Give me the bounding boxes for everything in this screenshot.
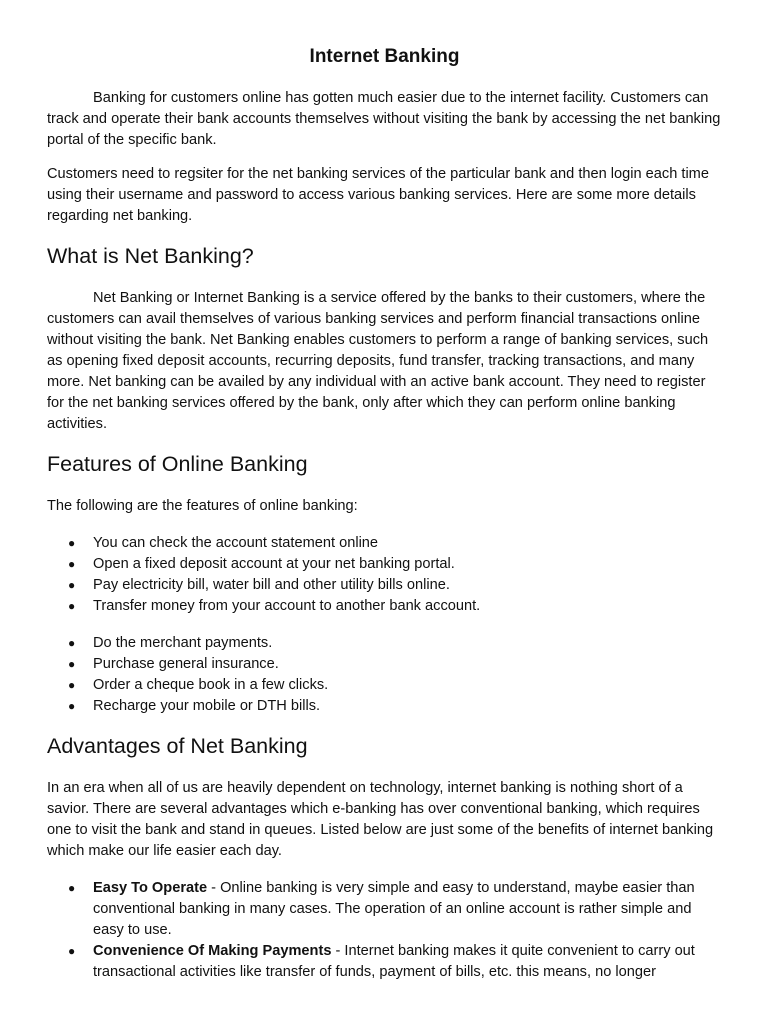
list-item-text: Open a fixed deposit account at your net banking portal.	[93, 556, 455, 572]
features-intro: The following are the features of online banking:	[47, 498, 358, 514]
features-list-a	[47, 533, 722, 617]
bullet-icon: ●	[68, 944, 76, 958]
bullet-icon: ●	[68, 536, 76, 550]
bullet-icon: ●	[68, 557, 76, 571]
list-item-text: Pay electricity bill, water bill and other utility bills online.	[93, 577, 450, 593]
advantages-list	[47, 878, 722, 983]
list-item-text: Order a cheque book in a few clicks.	[93, 677, 329, 693]
list-item	[47, 554, 722, 575]
list-item-text: Recharge your mobile or DTH bills.	[93, 698, 321, 714]
list-item-text: Do the merchant payments.	[93, 635, 273, 651]
list-item	[47, 878, 722, 941]
section-heading-features: Features of Online Banking	[47, 452, 308, 476]
advantage-title: Convenience Of Making Payments	[93, 943, 332, 959]
advantage-text: - Internet banking makes it quite convenient to carry out transactional activities like transfer of funds, payment of bills, etc. this means, no longer	[93, 943, 695, 980]
bullet-icon: ●	[68, 699, 76, 713]
intro-paragraph-1: Banking for customers online has gotten much easier due to the internet facility. Customers can track and operate their bank accounts themselves without visiting the bank by accessing the net banking portal of the specific bank.	[47, 90, 721, 148]
bullet-icon: ●	[68, 599, 76, 613]
list-item-text: Purchase general insurance.	[93, 656, 279, 672]
bullet-icon: ●	[68, 636, 76, 650]
document-title: Internet Banking	[309, 46, 460, 67]
list-item-text: You can check the account statement online	[93, 535, 379, 551]
list-item	[47, 941, 722, 983]
advantages-intro: In an era when all of us are heavily dependent on technology, internet banking is nothing short of a savior. There are several advantages which e-banking has over conventional banking, which requires one to visit the bank and stand in queues. Listed below are just some of the benefits of internet banking which make our life easier each day.	[47, 780, 714, 859]
intro-paragraph-2: Customers need to regsiter for the net banking services of the particular bank and then login each time using their username and password to access various banking services. Here are some more details regarding net banking.	[47, 166, 709, 224]
what-is-paragraph: Net Banking or Internet Banking is a service offered by the banks to their customers, where the customers can avail themselves of various banking services and perform financial transactions online without visiting the bank. Net Banking enables customers to perform a range of banking services, such as opening fixed deposit accounts, recurring deposits, fund transfer, tracking transactions, and many more. Net banking can be availed by any individual with an active bank account. They need to register for the net banking services offered by the bank, only after which they can perform online banking activities.	[47, 290, 709, 432]
list-item-text: Transfer money from your account to another bank account.	[93, 598, 481, 614]
features-list-b	[47, 633, 722, 717]
list-item	[47, 596, 722, 617]
bullet-icon: ●	[68, 678, 76, 692]
bullet-icon: ●	[68, 578, 76, 592]
list-item	[47, 654, 722, 675]
bullet-icon: ●	[68, 881, 76, 895]
list-item	[47, 675, 722, 696]
advantage-title: Easy To Operate	[93, 880, 208, 896]
section-heading-what-is: What is Net Banking?	[47, 244, 254, 268]
list-item	[47, 696, 722, 717]
advantage-text: - Online banking is very simple and easy to understand, maybe easier than conventional banking in many cases. The operation of an online account is rather simple and easy to use.	[93, 880, 695, 938]
section-heading-advantages: Advantages of Net Banking	[47, 734, 308, 758]
list-item	[47, 633, 722, 654]
bullet-icon: ●	[68, 657, 76, 671]
list-item	[47, 533, 722, 554]
document-page	[47, 0, 722, 983]
list-item	[47, 575, 722, 596]
